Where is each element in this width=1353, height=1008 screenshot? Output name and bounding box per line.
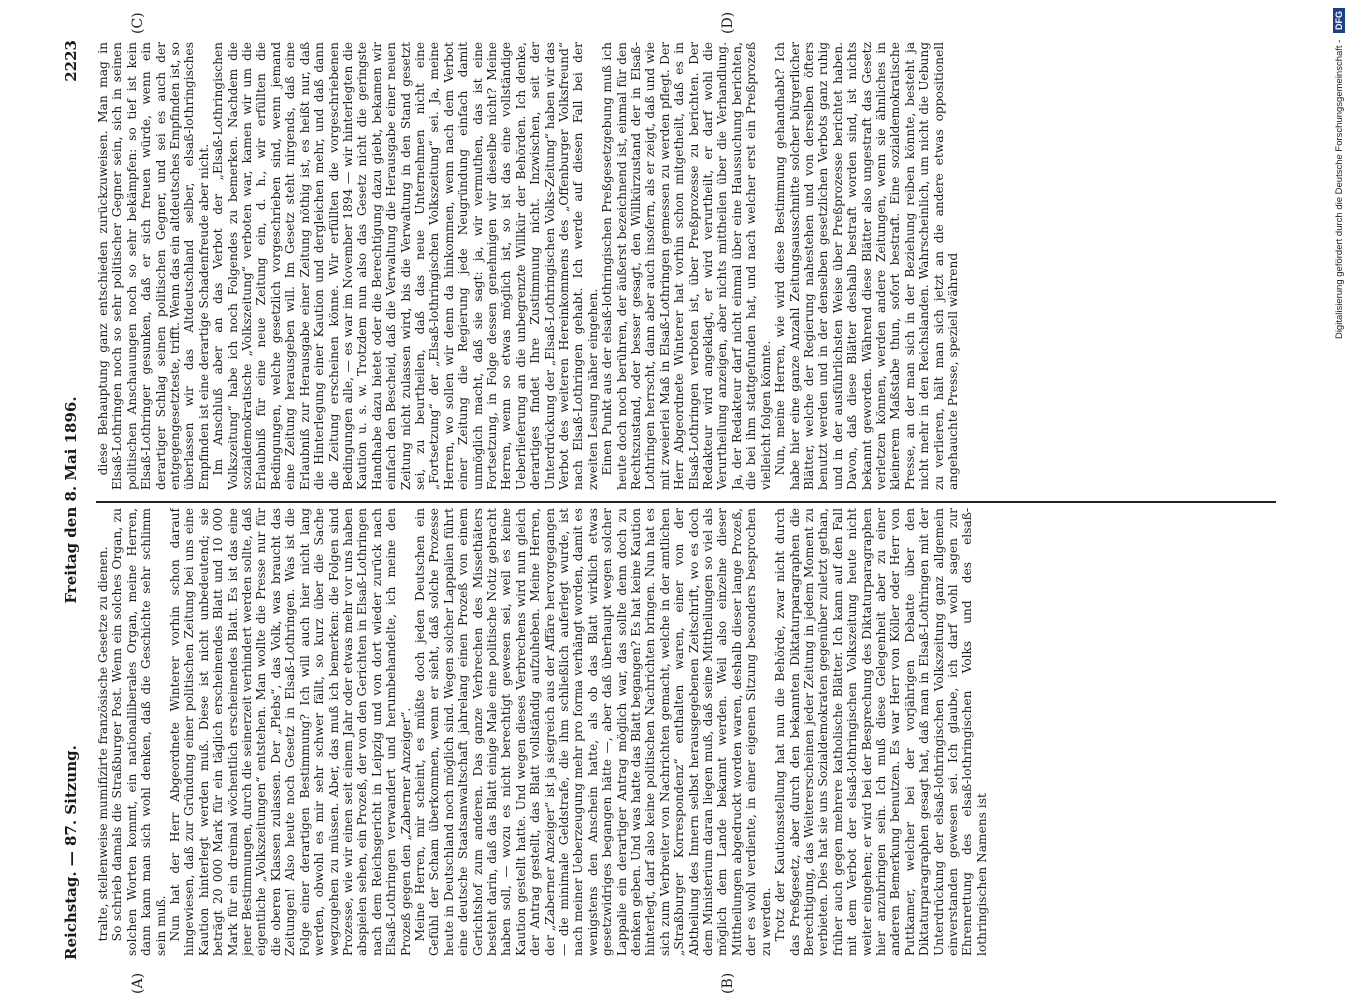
margin-marker-a: (A) (130, 972, 146, 994)
margin-marker-d: (D) (720, 11, 736, 34)
margin-marker-c: (C) (130, 12, 146, 34)
paragraph: tralte, stellenweise mumifizirte französische Gesetze zu dienen. (96, 546, 110, 942)
left-column (96, 508, 1276, 956)
paragraph: Meine Herren, mir scheint, es müßte doch jeden Deutschen ein Gefühl der Scham überkommen, wenn er sieht, daß solche Prozesse heute in Deutschland noch möglich sind. Wegen solcher Lappalien führt eine deutsche Staatsanwaltschaft jahrelang einen Prozeß von einem Gerichtshof zum anderen. Das ganze Verbrechen des Missethäters besteht darin, daß das Blatt einige Male eine politische Notiz gebracht haben soll, — wozu es nicht berechtigt gewesen sei, weil es keine Kaution gestellt hatte. Und wegen dieses Verbrechens wird nun gleich der Antrag gestellt, das Blatt vollständig aufzuheben. Meine Herren, der „Zaberner Anzeiger“ ist ja siegreich aus der Affäre hervorgegangen — die minimale Geldstrafe, die ihm schließlich auferlegt wurde, ist nach meiner Ueberzeugung mehr pro forma verhängt worden, damit es wenigstens den Anschein hatte, als ob das Blatt wirklich etwas gesetzwidriges begangen hätte —, aber daß überhaupt wegen solcher Lappalie ein derartiger Antrag möglich war, das sollte denn doch zu denken geben. Und was hatte das Blatt begangen? Es hat keine Kaution hinterlegt, darf also keine politischen Nachrichten bringen. Nun hat es sich zum Verbreiter von Nachrichten gemacht, welche in der amtlichen „Straßburger Korrespondenz“ enthalten waren, einer von der Abtheilung des Innern selbst herausgegebenen Zeitschrift, wo es doch dem Ministerium daran liegen muß, daß seine Mittheilungen so viel als möglich dem Lande bekannt werden. Weil also einzelne dieser Mittheilungen abgedruckt worden waren, deshalb dieser lange Prozeß, der es wohl verdiente, in einer eigenen Sitzung besonders besprochen zu werden. (412, 508, 773, 956)
paragraph: Nun, meine Herren, wie wird diese Bestimmung gehandhabt? Ich habe hier eine ganze Anzahl Zeitungsausschnitte solcher bürgerlicher Blätter, welche der Regierung nahestehen und von derselben öfters benutzt werden und in der denselben gesetzlichen Verbots ganz ruhig und in der ausführlichsten Weise über Preßprozesse berichtet haben. Davon, daß diese Blätter deshalb bestraft worden sind, ist nichts bekannt geworden. Während diese Blätter also ungestraft das Gesetz verletzen können, werden andere Zeitungen, wenn sie ähnliches in kleinerem Maßstabe thun, sofort bestraft. Eine sozialdemokratische Presse, an der man sich in der Beziehung reiben könnte, besteht ja nicht mehr in den Reichslanden. Wahrscheinlich, um nicht die Uebung zu verlieren, hält man sich jetzt an die andere etwas oppositionell angehauchte Presse, speziell während (773, 42, 960, 490)
paragraph: Einen Punkt aus der elsaß-lothringischen Preßgesetzgebung muß ich heute doch noch berühren, der äußerst bezeichnend ist, einmal für den Rechtszustand, oder besser gesagt, den Willkürzustand der in Elsaß-Lothringen herrscht, dann aber auch insofern, als er zeigt, daß und wie mit zweierlei Maß in Elsaß-Lothringen gemessen zu werden pflegt. Der Herr Abgeordnete Winterer hat vorhin schon mitgetheilt, daß es in Elsaß-Lothringen verboten ist, über Preßprozesse zu berichten. Der Redakteur wird angeklagt, er wird verurtheilt, er darf wohl die Verurtheilung anzeigen, aber nichts mittheilen über die Verhandlung. Ja, der Redakteur darf nicht einmal über eine Haussuchung berichten, die bei ihm stattgefunden hat, und nach welcher erst ein Preßprozeß vielleicht folgen könnte. (600, 42, 773, 490)
column-divider (96, 502, 1276, 504)
paragraph: Im Anschluß aber an das Verbot der „Elsaß-Lothringischen Volkszeitung“ habe ich noch Folgendes zu bemerken. Nachdem die sozialdemokratische „Volkszeitung“ verboten war, kamen wir um die Erlaubniß für eine neue Zeitung ein, d. h., wir erfüllten die Bedingungen, welche gesetzlich vorgeschrieben sind, wenn jemand eine Zeitung herausgeben will. Im Gesetz steht nirgends, daß eine Erlaubniß zur Herausgabe einer Zeitung nöthig ist, es heißt nur, daß die Hinterlegung einer Kaution und dergleichen mehr, und daß dann die Zeitung erscheinen könne. Wir erfüllten die vorgeschriebenen Bedingungen alle, — es war im November 1894 — wir hinterlegten die Kaution u. s. w. Trotzdem nun also das Gesetz nicht die geringste Handhabe dazu bietet oder die Berechtigung dazu giebt, bekamen wir einfach den Bescheid, daß die Verwaltung die Herausgabe einer neuen Zeitung nicht zulassen wird, bis die Verwaltung in den Stand gesetzt sei, zu beurtheilen, daß das neue Unternehmen nicht eine „Fortsetzung“ der „Elsaß-lothringischen Volkszeitung“ sei. Ja, meine Herren, wo sollen wir denn da hinkommen, wenn nach dem Verbot einer Zeitung die Regierung jede Neugründung einfach damit unmöglich macht, daß sie sagt: ja, wir vermuthen, das ist eine Fortsetzung, in Folge dessen genehmigen wir dieselbe nicht? Meine Herren, wenn so etwas möglich ist, so ist das eine vollständige Ueberlieferung an die unbegrenzte Willkür der Behörden. Ich denke, derartiges findet Ihre Zustimmung nicht. Inzwischen, seit der Unterdrückung der „Elsaß-Lothringischen Volks-Zeitung“ haben wir das Verbot des weiteren Hereinkommens des „Offenburger Volksfreund“ nach Elsaß-Lothringen gehabt. Ich werde auf diesen Fall bei der zweiten Lesung näher eingehen. (211, 42, 600, 490)
page-header (62, 40, 88, 960)
margin-marker-b: (B) (720, 972, 736, 994)
digitization-credit (1333, 8, 1345, 1008)
header-page-number: 2223 (62, 40, 80, 82)
dfg-logo: DFG (1333, 8, 1345, 33)
right-column (96, 42, 1276, 490)
paragraph: diese Behauptung ganz entschieden zurückzuweisen. Man mag in Elsaß-Lothringen noch so sehr politischer Gegner sein, sich in seinen politischen Anschauungen noch so sehr bekämpfen: so tief ist kein Elsaß-Lothringer gesunken, daß er sich freuen würde, wenn ein derartiger Schlag seinen politischen Gegner, und sei es auch der entgegengesetzteste, trifft. Wenn das ein altdeutsches Empfinden ist, so überlassen wir das Altdeutschland selber, elsaß-lothringisches Empfinden ist eine derartige Schadenfreude aber nicht. (96, 42, 211, 490)
header-session: Reichstag. — 87. Sitzung. (62, 745, 80, 960)
paragraph: Trotz der Kautionsstellung hat nun die Behörde, zwar nicht durch das Preßgesetz, aber durch den bekannten Diktaturparagraphen die Berechtigung, das Weitererscheinen jeder Zeitung in jedem Moment zu verbieten. Dies hat sie uns Sozialdemokraten gegenüber zuletzt gethan, früher auch gegen mehrere katholische Blätter. Ich kann auf den Fall mit dem Verbot der elsaß-lothringischen Volkszeitung heute nicht weiter eingehen; er wird bei der Besprechung des Diktaturparagraphen hier anzubringen sein. Ich muß diese Gelegenheit aber zu einer anderen Bemerkung benutzen. Es war Herr von Köller oder Herr von Puttkamer, welcher bei der vorjährigen Debatte über den Diktaturparagraphen gesagt hat, daß man in Elsaß-Lothringen mit der Unterdrückung der elsaß-lothringischen Volkszeitung ganz allgemein einverstanden gewesen sei. Ich glaube, ich darf wohl sagen zur Ehrenrettung des elsaß-lothringischen Volks und des elsaß-lothringischen Namens ist (773, 508, 989, 956)
paragraph: Nun hat der Herr Abgeordnete Winterer vorhin schon darauf hingewiesen, daß zur Gründung einer politischen Zeitung bei uns eine Kaution hinterlegt werden muß. Diese ist nicht unbedeutend; sie beträgt 20 000 Mark für ein täglich erscheinendes Blatt und 10 000 Mark für ein dreimal wöchentlich erscheinendes Blatt. Es ist das eine jener Bestimmungen, durch die seinerzeit verhindert werden sollte, daß eigentliche „Volkszeitungen“ entstehen. Man wollte die Presse nur für die oberen Klassen zulassen. Der „Plebs“, das Volk, was braucht das Zeitungen! Also heute noch Gesetz in Elsaß-Lothringen. Was ist die Folge einer derartigen Bestimmung? Ich will auch hier nicht lang werden, obwohl es mir sehr schwer fällt, so kurz über die Sache wegzugehen zu müssen. Aber, das muß ich bemerken: die Folgen sind Prozesse, wie wir einen seit einem Jahr oder etwas mehr vor uns haben abspielen sehen, ein Prozeß, der von den Gerichten in Elsaß-Lothringen nach dem Reichsgericht in Leipzig und von dort wieder zurück nach Elsaß-Lothringen verwandert und herumbehandelte, ich meine den Prozeß gegen den „Zaberner Anzeiger“. (168, 508, 413, 956)
credit-text: Digitalisierung gefördert durch die Deutsche Forschungsgemeinschaft - (1334, 39, 1345, 340)
paragraph: So schrieb damals die Straßburger Post. Wenn ein solches Organ, zu solchen Worten kommt, ein nationalliberales Organ, meine Herren, dann kann man sich wohl denken, daß die Geschichte sehr schlimm sein muß. (110, 508, 168, 956)
header-date: Freitag den 8. Mai 1896. (62, 396, 80, 604)
